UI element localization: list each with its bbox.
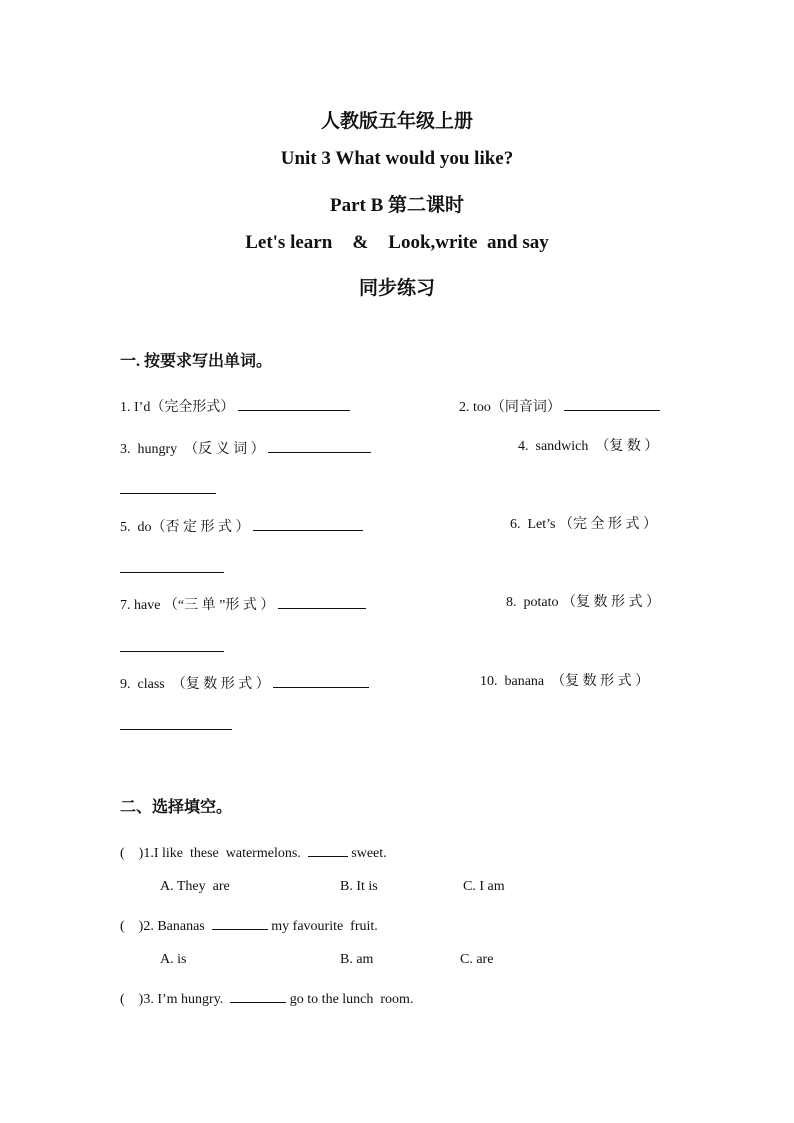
item-8-text: 8. potato （复 数 形 式 ）	[506, 595, 660, 610]
item-9-blank[interactable]	[273, 673, 369, 688]
item-6	[510, 516, 657, 534]
item-2-text: 2. too（同音词）	[459, 400, 561, 415]
document-title: 人教版五年级上册	[320, 111, 473, 132]
item-1	[120, 396, 350, 417]
q2-option-b[interactable]: B. am	[340, 952, 374, 967]
section1-heading: 一. 按要求写出单词。	[120, 353, 273, 370]
item-6-text: 6. Let’s （完 全 形 式 ）	[510, 517, 657, 532]
question-2-blank[interactable]	[212, 915, 268, 930]
item-7	[120, 594, 366, 615]
item-8	[506, 594, 660, 612]
lesson-title	[0, 232, 794, 254]
q1-option-a[interactable]: A. They are	[160, 879, 230, 894]
question-1-blank[interactable]	[308, 842, 348, 857]
item-10	[480, 673, 649, 691]
question-1-stem-a: ( )1.I like these watermelons.	[120, 846, 308, 861]
question-1	[120, 842, 387, 863]
question-2-stem-b: my favourite fruit.	[267, 919, 378, 934]
item-10-text: 10. banana （复 数 形 式 ）	[480, 674, 650, 689]
item-7-blank[interactable]	[278, 594, 366, 609]
part-title: Part B 第二课时	[329, 195, 465, 216]
item-9	[120, 673, 369, 694]
practice-title: 同步练习	[358, 278, 435, 299]
item-4	[518, 438, 658, 456]
item-7-text: 7. have （“三 单 ”形 式 ）	[120, 598, 275, 613]
item-5-text: 5. do（否 定 形 式 ）	[120, 520, 250, 535]
item-3	[120, 438, 371, 459]
item-10-blank[interactable]	[120, 728, 232, 730]
item-3-blank[interactable]	[268, 438, 371, 453]
question-3-stem-a: ( )3. I’m hungry.	[120, 992, 231, 1007]
lesson-title-a: Let's learn	[245, 232, 333, 253]
lesson-title-amp: &	[352, 232, 369, 253]
question-1-stem-b: sweet.	[347, 846, 387, 861]
item-2	[459, 396, 660, 417]
q2-option-c[interactable]: C. are	[460, 952, 494, 967]
section2-heading: 二、选择填空。	[120, 799, 233, 816]
question-2-stem-a: ( )2. Bananas	[120, 919, 212, 934]
item-1-blank[interactable]	[238, 396, 350, 411]
item-4-text: 4. sandwich （复 数 ）	[518, 439, 659, 454]
q1-option-c[interactable]: C. I am	[463, 879, 505, 894]
item-5	[120, 516, 363, 537]
unit-title: Unit 3 What would you like?	[280, 148, 514, 169]
item-3-text: 3. hungry （反 义 词 ）	[120, 442, 265, 457]
item-9-text: 9. class （复 数 形 式 ）	[120, 677, 270, 692]
lesson-title-b: Look,write and say	[388, 232, 549, 253]
question-2	[120, 915, 378, 936]
item-4-blank[interactable]	[120, 492, 216, 494]
item-5-blank[interactable]	[253, 516, 363, 531]
q1-option-b[interactable]: B. It is	[340, 879, 378, 894]
question-3-stem-b: go to the lunch room.	[286, 992, 414, 1007]
q2-option-a[interactable]: A. is	[160, 952, 187, 967]
item-6-blank[interactable]	[120, 571, 224, 573]
item-8-blank[interactable]	[120, 650, 224, 652]
item-2-blank[interactable]	[564, 396, 660, 411]
item-1-text: 1. I’d（完全形式）	[120, 400, 235, 415]
question-3-blank[interactable]	[230, 988, 286, 1003]
question-3	[120, 988, 413, 1009]
